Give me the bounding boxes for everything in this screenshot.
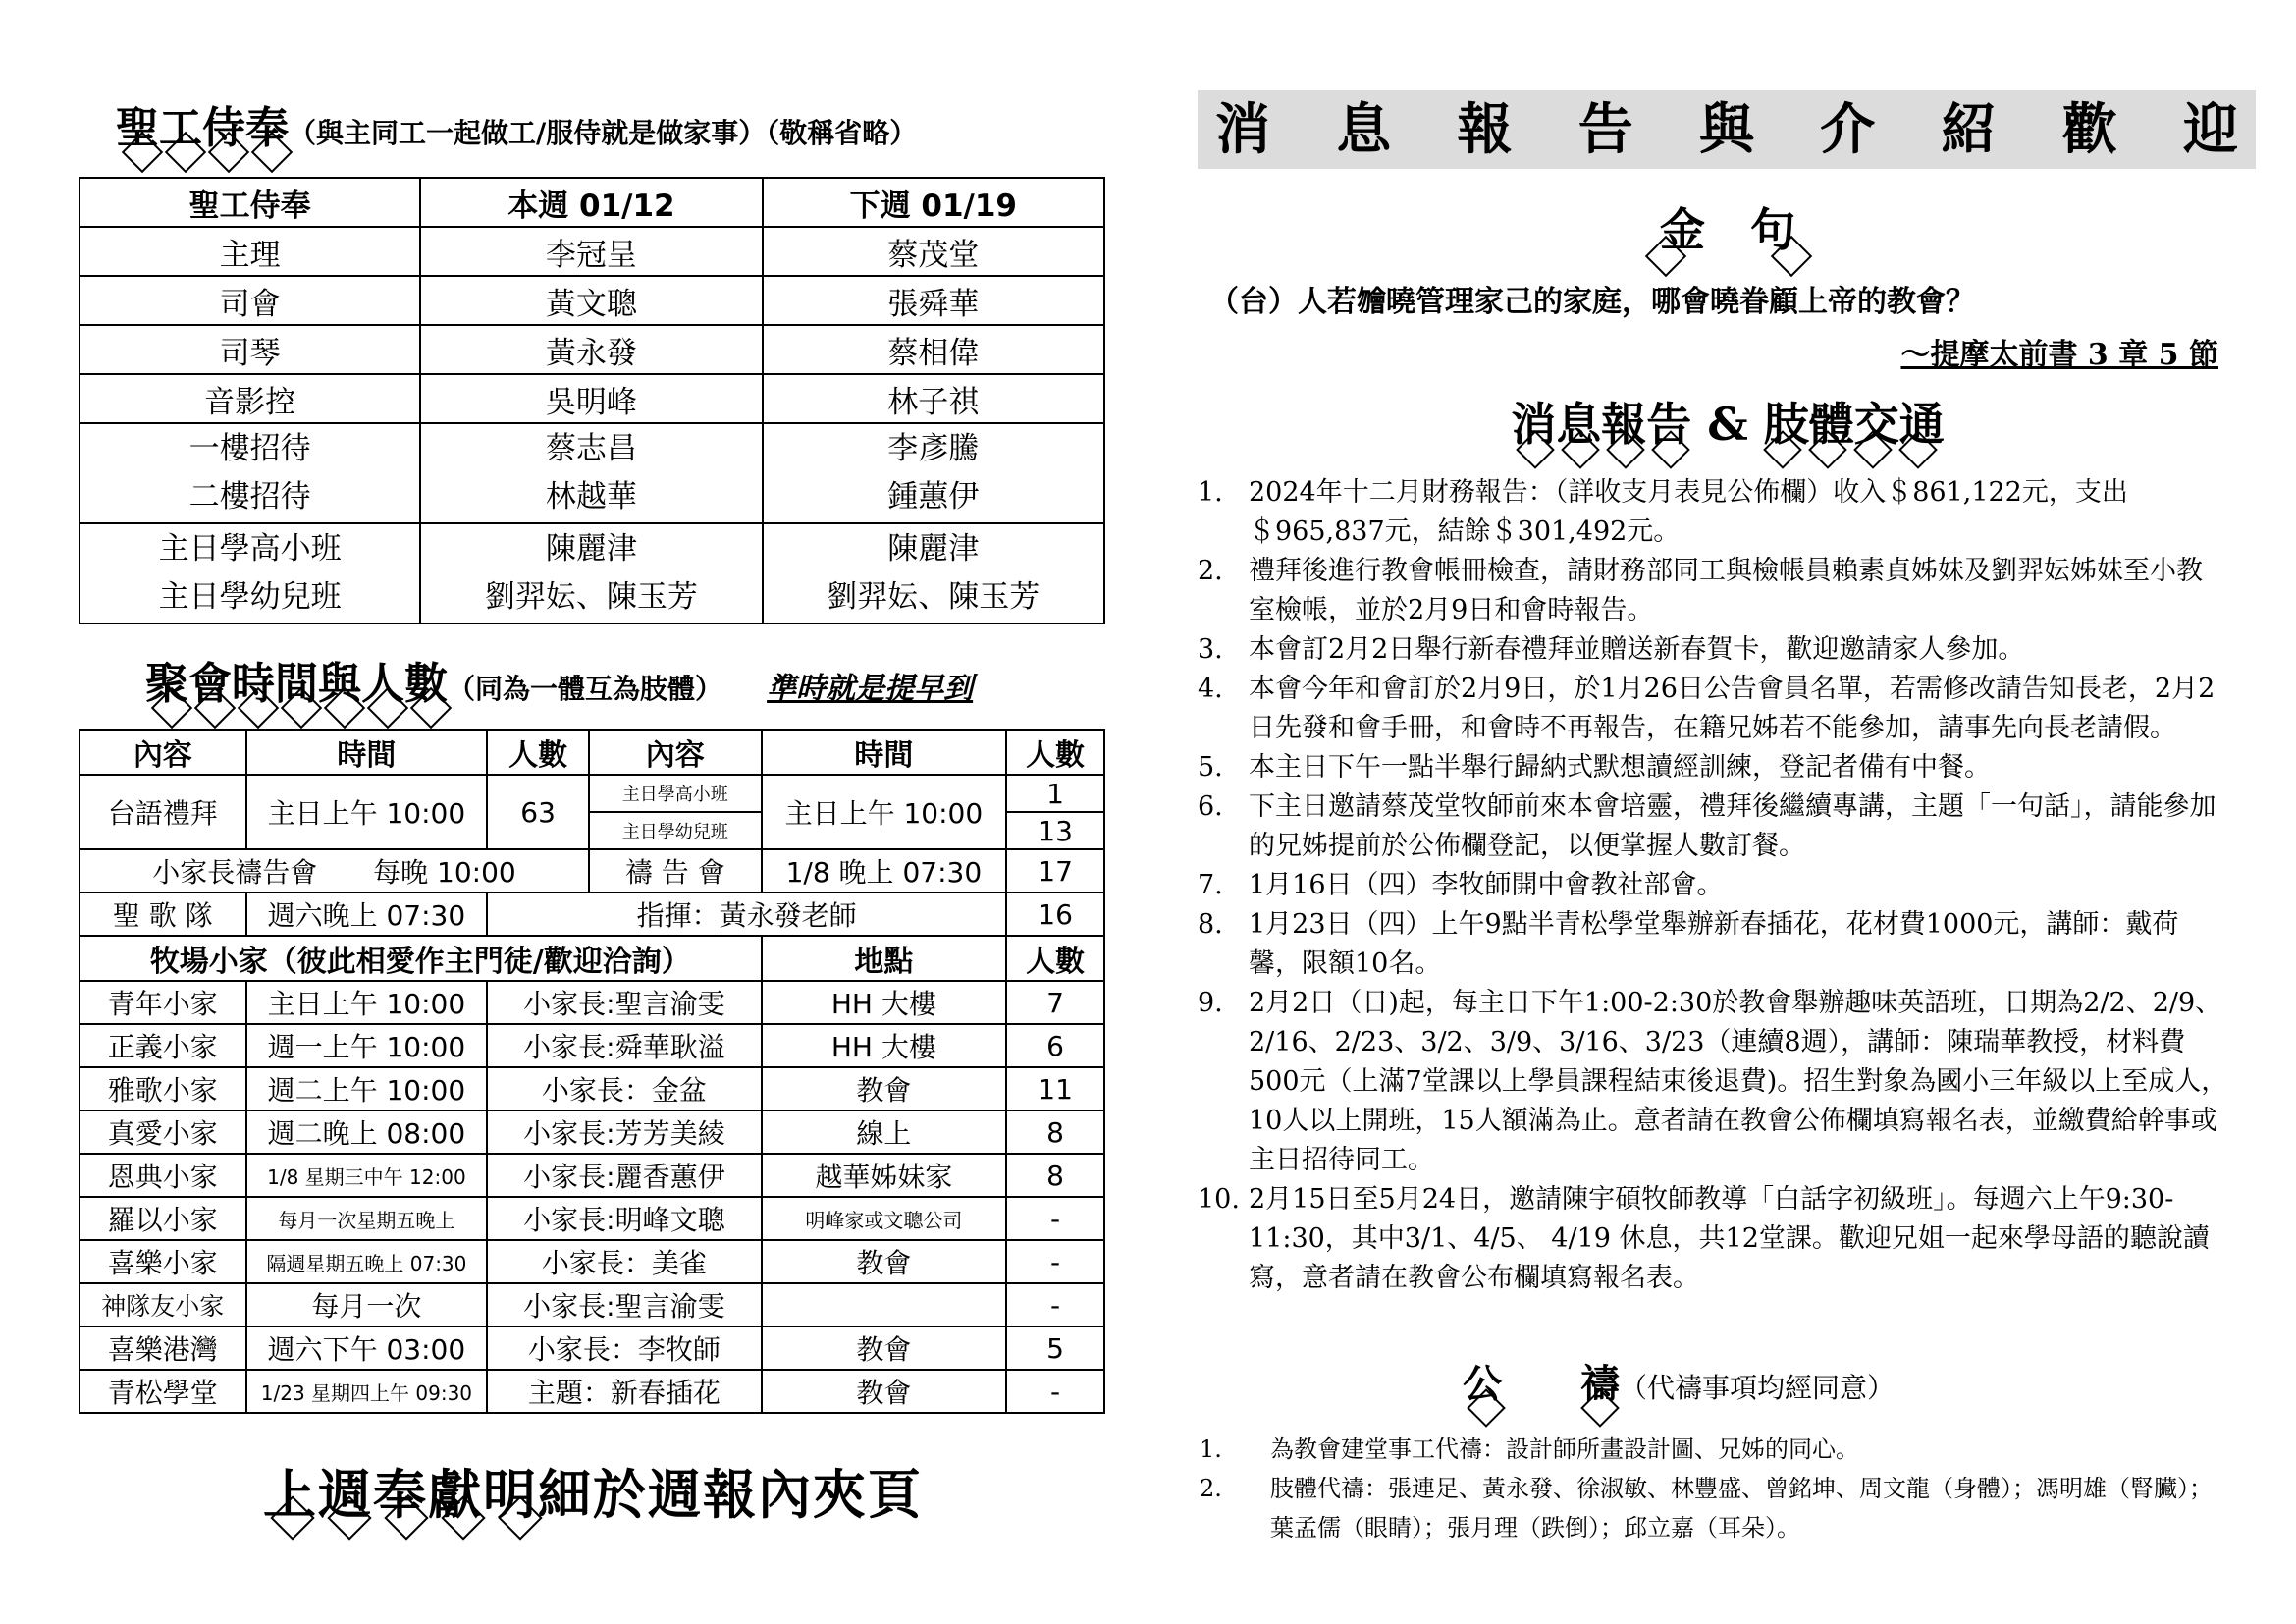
banner-char: 報: [1457, 97, 1513, 162]
class-upper-count: 1: [1006, 775, 1104, 812]
group-time: 1/8 星期三中午 12:00: [246, 1154, 488, 1197]
group-count: -: [1006, 1197, 1104, 1240]
list-item: [1198, 552, 2228, 630]
group-place: HH 大樓: [762, 981, 1007, 1024]
group-name: 雅歌小家: [80, 1067, 246, 1110]
group-place: 教會: [762, 1067, 1007, 1110]
diamond-icon: [1516, 430, 1555, 469]
group-count: 7: [1006, 981, 1104, 1024]
group-leader: 小家長:明峰文聰: [487, 1197, 761, 1240]
offering-note-diamonds: [263, 1502, 597, 1542]
service-heading-diamonds: [116, 137, 332, 177]
diamond-icon: [410, 687, 452, 729]
class-time: 主日上午 10:00: [762, 775, 1007, 849]
list-item: [1198, 866, 2228, 905]
family-prayer-name: 小家長禱告會: [152, 856, 318, 889]
diamond-icon: [270, 1495, 314, 1540]
news-text: 1月16日（四）李牧師開中會教社部會。: [1249, 870, 1724, 900]
family-prayer-time: 每晚 10:00: [373, 856, 516, 889]
meeting-col-content-2: 內容: [589, 730, 762, 775]
service-this-week: 黃永發: [420, 325, 762, 374]
service-col-next-week: 下週 01/19: [763, 178, 1104, 227]
service-role: 主理: [80, 227, 420, 276]
news-text: 本會今年和會訂於2月9日，於1月26日公告會員名單，若需修改請告知長老，2月2日先發和會手冊，和會時不再報告，在籍兄姊若不能參加，請事先向長老請假。: [1249, 674, 2216, 743]
group-leader: 小家長:舜華耿溢: [487, 1024, 761, 1067]
group-time: 1/23 星期四上午 09:30: [246, 1370, 488, 1413]
group-place: 明峰家或文聰公司: [762, 1197, 1007, 1240]
choir-name: 聖 歌 隊: [80, 893, 246, 936]
banner-char: 歡: [2061, 97, 2117, 162]
service-next-week: 張舜華: [763, 276, 1104, 325]
group-leader: 小家長：美雀: [487, 1240, 761, 1283]
news-text: 2月2日（日)起，每主日下午1:00-2:30於教會舉辦趣味英語班，日期為2/2、2/9、2/16、2/23、3/2、3/9、3/16、3/23（連續8週），講師：陳瑞華教授，材料費 500元（上滿7堂課以上學員課程結束後退費)。招生對象為國小三年級以上至成人，10人以上開班，15人額滿為止。意者請在教會公佈欄填寫報名表，並繳費給幹事或主日招待同工。: [1249, 988, 2228, 1175]
group-time: 每月一次: [246, 1283, 488, 1326]
diamond-icon: [1561, 430, 1600, 469]
news-number: 10.: [1198, 1184, 1240, 1215]
diamond-icon: [327, 1495, 371, 1540]
diamond-icon: [1853, 430, 1893, 469]
golden-verse-text: （台）人若𣍐曉管理家己的家庭，哪會曉眷顧上帝的教會？: [1209, 285, 1975, 319]
sunday-school-role-2: 主日學幼兒班: [158, 579, 342, 615]
service-this-week: 吳明峰: [420, 374, 762, 423]
diamond-icon: [1467, 1388, 1506, 1428]
group-place: 線上: [762, 1110, 1007, 1154]
choir-time: 週六晚上 07:30: [246, 893, 488, 936]
service-next-week: 蔡相偉: [763, 325, 1104, 374]
prayer-number: 2.: [1200, 1475, 1222, 1502]
meeting-col-count-2: 人數: [1006, 730, 1104, 775]
list-item: [1198, 905, 2228, 984]
diamond-icon: [324, 687, 365, 729]
news-number: 8.: [1198, 909, 1223, 940]
prayer-text: 肢體代禱：張連足、黃永發、徐淑敏、林豐盛、曾銘坤、周文龍（身體）；馮明雄（腎臟）；葉孟儒（眼睛）；張月理（跌倒）；邱立嘉（耳朵）。: [1270, 1475, 2213, 1542]
news-heading-diamonds: [1492, 436, 1963, 469]
offering-note: 上週奉獻明細於週報內夾頁: [263, 1464, 923, 1526]
diamond-icon: [251, 132, 293, 173]
service-role: 音影控: [80, 374, 420, 423]
sunday-school-next-2: 劉羿妘、陳玉芳: [827, 579, 1041, 615]
list-item: [1198, 748, 2228, 787]
diamond-icon: [122, 132, 163, 173]
table-row: [80, 227, 1104, 276]
golden-verse-title: 金 句: [1660, 203, 1795, 256]
prayer-heading-subtitle: （代禱事項均經同意）: [1620, 1372, 1896, 1404]
group-place: 教會: [762, 1326, 1007, 1370]
diamond-icon: [1645, 236, 1686, 277]
diamond-icon: [165, 132, 206, 173]
sunday-school-next-week: [763, 523, 1104, 623]
table-row: [80, 1024, 1104, 1067]
usher-role-1: 一樓招待: [188, 431, 311, 466]
diamond-icon: [281, 687, 322, 729]
news-text: 1月23日（四）上午9點半青松學堂舉辦新春插花，花材費1000元，講師：戴荷馨，限額10名。: [1249, 909, 2179, 979]
table-row: [80, 936, 1104, 981]
group-name: 神隊友小家: [80, 1283, 246, 1326]
group-name: 喜樂小家: [80, 1240, 246, 1283]
news-heading: 消息報告 & 肢體交通: [1511, 398, 1945, 451]
group-name: 羅以小家: [80, 1197, 246, 1240]
meeting-heading-diamonds: [145, 693, 469, 732]
news-number: 1.: [1198, 477, 1223, 508]
group-place: 教會: [762, 1240, 1007, 1283]
diamond-icon: [194, 687, 236, 729]
group-leader: 小家長:聖言渝雯: [487, 1283, 761, 1326]
table-row: [80, 1240, 1104, 1283]
prayer-heading-diamonds: [1463, 1394, 1698, 1428]
group-leader: 小家長:聖言渝雯: [487, 981, 761, 1024]
group-time: 週一上午 10:00: [246, 1024, 488, 1067]
table-row: [80, 523, 1104, 623]
prayer-list: [1200, 1430, 2220, 1547]
choir-count: 16: [1006, 893, 1104, 936]
diamond-icon: [367, 687, 408, 729]
news-number: 3.: [1198, 634, 1223, 665]
service-role: 司會: [80, 276, 420, 325]
table-row: [80, 981, 1104, 1024]
table-row: [80, 775, 1104, 812]
meeting-col-time-2: 時間: [762, 730, 1007, 775]
group-time: 隔週星期五晚上 07:30: [246, 1240, 488, 1283]
diamond-icon: [441, 1495, 485, 1540]
prayer-heading-title: 公 禱: [1463, 1361, 1620, 1407]
banner-char: 告: [1577, 97, 1633, 162]
meeting-heading-title: 聚會時間與人數: [145, 659, 448, 709]
usher-this-week: [420, 423, 762, 523]
news-list: [1198, 473, 2228, 1298]
group-count: 6: [1006, 1024, 1104, 1067]
meeting-heading-slogan: 準時就是提早到: [767, 672, 974, 706]
list-item: [1198, 787, 2228, 866]
news-text: 2月15日至5月24日，邀請陳宇碩牧師教導「白話字初級班」。每週六上午9:30-11:30，其中3/1、4/5、 4/19 休息，共12堂課。歡迎兄姐一起來學母語的聽說讀寫，意者請在教會公布欄填寫報名表。: [1249, 1184, 2210, 1293]
golden-verse-reference: ～提摩太前書 3 章 5 節: [1900, 338, 2218, 372]
table-row: [80, 1370, 1104, 1413]
golden-verse-diamonds: [1610, 242, 1845, 275]
group-leader: 小家長：金盆: [487, 1067, 761, 1110]
class-kids-name: 主日學幼兒班: [589, 812, 762, 849]
service-role: 司琴: [80, 325, 420, 374]
sunday-school-next-1: 陳麗津: [887, 531, 980, 567]
group-leader: 小家長：李牧師: [487, 1326, 761, 1370]
group-time: 週六下午 03:00: [246, 1326, 488, 1370]
prayer-meeting-name: 禱 告 會: [589, 849, 762, 893]
diamond-icon: [1580, 1388, 1620, 1428]
diamond-icon: [1898, 430, 1938, 469]
class-kids-count: 13: [1006, 812, 1104, 849]
group-place: 越華姊妹家: [762, 1154, 1007, 1197]
news-text: 本主日下午一點半舉行歸納式默想讀經訓練，登記者備有中餐。: [1249, 752, 1991, 783]
list-item: [1200, 1469, 2220, 1547]
notice-banner: [1198, 90, 2256, 169]
news-number: 4.: [1198, 674, 1223, 704]
list-item: [1198, 630, 2228, 670]
group-place: 教會: [762, 1370, 1007, 1413]
service-col-role: 聖工侍奉: [80, 178, 420, 227]
banner-char: 息: [1336, 97, 1392, 162]
table-row: [80, 1067, 1104, 1110]
service-heading-title: 聖工侍奉: [116, 103, 289, 153]
prayer-meeting-time: 1/8 晚上 07:30: [762, 849, 1007, 893]
group-count: -: [1006, 1240, 1104, 1283]
diamond-icon: [151, 687, 192, 729]
usher-next-1: 李彥騰: [887, 431, 980, 466]
group-count: 8: [1006, 1154, 1104, 1197]
worship-name: 台語禮拜: [80, 775, 246, 849]
meeting-heading-subtitle: （同為一體互為肢體）: [448, 673, 723, 705]
table-row: [80, 1154, 1104, 1197]
sunday-school-this-1: 陳麗津: [545, 531, 637, 567]
service-this-week: 李冠呈: [420, 227, 762, 276]
banner-char: 消: [1215, 97, 1270, 162]
banner-char: 紹: [1941, 97, 1997, 162]
table-row: [80, 1110, 1104, 1154]
service-table: [79, 177, 1105, 624]
diamond-icon: [384, 1495, 428, 1540]
worship-time: 主日上午 10:00: [246, 775, 488, 849]
table-row: [80, 325, 1104, 374]
diamond-icon: [498, 1495, 542, 1540]
usher-this-1: 蔡志昌: [545, 431, 637, 466]
service-this-week: 黃文聰: [420, 276, 762, 325]
list-item: [1198, 1180, 2228, 1298]
news-text: 禮拜後進行教會帳冊檢查，請財務部同工與檢帳員賴素貞姊妹及劉羿妘姊妹至小教室檢帳，並於2月9日和會時報告。: [1249, 556, 2203, 625]
table-row: [80, 849, 1104, 893]
prayer-text: 為教會建堂事工代禱：設計師所畫設計圖、兄姊的同心。: [1270, 1435, 1859, 1463]
news-text: 本會訂2月2日舉行新春禮拜並贈送新春賀卡，歡迎邀請家人參加。: [1249, 634, 2025, 665]
diamond-icon: [208, 132, 249, 173]
sunday-school-this-week: [420, 523, 762, 623]
usher-this-2: 林越華: [545, 479, 637, 514]
usher-next-2: 鍾蕙伊: [887, 479, 980, 514]
sunday-school-roles: [80, 523, 420, 623]
meeting-col-time: 時間: [246, 730, 488, 775]
news-number: 9.: [1198, 988, 1223, 1018]
worship-count: 63: [487, 775, 589, 849]
table-row: [80, 276, 1104, 325]
group-time: 每月一次星期五晚上: [246, 1197, 488, 1240]
meeting-col-count: 人數: [487, 730, 589, 775]
sunday-school-role-1: 主日學高小班: [158, 531, 342, 567]
banner-char: 與: [1699, 97, 1754, 162]
group-name: 青年小家: [80, 981, 246, 1024]
news-text: 下主日邀請蔡茂堂牧師前來本會培靈，禮拜後繼續專講，主題「一句話」，請能參加的兄姊提前於公佈欄登記，以便掌握人數訂餐。: [1249, 791, 2216, 861]
choir-conductor: 指揮：黃永發老師: [487, 893, 1006, 936]
group-name: 恩典小家: [80, 1154, 246, 1197]
list-item: [1200, 1430, 2220, 1469]
table-row: [80, 893, 1104, 936]
diamond-icon: [238, 687, 279, 729]
diamond-icon: [1771, 236, 1812, 277]
family-prayer: [80, 849, 589, 893]
group-name: 正義小家: [80, 1024, 246, 1067]
group-count: 8: [1006, 1110, 1104, 1154]
group-time: 週二晚上 08:00: [246, 1110, 488, 1154]
usher-roles: [80, 423, 420, 523]
banner-char: 迎: [2183, 97, 2238, 162]
usher-role-2: 二樓招待: [188, 479, 311, 514]
group-leader: 小家長:芳芳美綾: [487, 1110, 761, 1154]
diamond-icon: [1651, 430, 1690, 469]
table-row: [80, 423, 1104, 523]
meeting-col-content: 內容: [80, 730, 246, 775]
diamond-icon: [1808, 430, 1847, 469]
class-upper-name: 主日學高小班: [589, 775, 762, 812]
group-count: 5: [1006, 1326, 1104, 1370]
news-number: 6.: [1198, 791, 1223, 822]
meeting-table: [79, 729, 1105, 1414]
service-next-week: 蔡茂堂: [763, 227, 1104, 276]
usher-next-week: [763, 423, 1104, 523]
group-name: 青松學堂: [80, 1370, 246, 1413]
group-time: 主日上午 10:00: [246, 981, 488, 1024]
news-number: 5.: [1198, 752, 1223, 783]
diamond-icon: [1763, 430, 1802, 469]
list-item: [1198, 473, 2228, 552]
table-row: [80, 374, 1104, 423]
banner-char: 介: [1820, 97, 1876, 162]
prayer-number: 1.: [1200, 1435, 1222, 1463]
service-heading-subtitle: （與主同工一起做工/服侍就是做家事）（敬稱省略）: [289, 117, 918, 149]
group-name: 喜樂港灣: [80, 1326, 246, 1370]
group-time: 週二上午 10:00: [246, 1067, 488, 1110]
table-row: [80, 1326, 1104, 1370]
groups-header-count: 人數: [1006, 936, 1104, 981]
list-item: [1198, 670, 2228, 748]
group-place: [762, 1283, 1007, 1326]
prayer-meeting-count: 17: [1006, 849, 1104, 893]
news-text: 2024年十二月財務報告：（詳收支月表見公佈欄）收入＄861,122元，支出＄965,837元，結餘＄301,492元。: [1249, 477, 2128, 547]
groups-header-place: 地點: [762, 936, 1007, 981]
service-next-week: 林子祺: [763, 374, 1104, 423]
group-count: 11: [1006, 1067, 1104, 1110]
table-row: [80, 1283, 1104, 1326]
service-col-this-week: 本週 01/12: [420, 178, 762, 227]
group-leader: 主題：新春插花: [487, 1370, 761, 1413]
sunday-school-this-2: 劉羿妘、陳玉芳: [484, 579, 698, 615]
group-leader: 小家長:麗香蕙伊: [487, 1154, 761, 1197]
table-row: [80, 1197, 1104, 1240]
group-count: -: [1006, 1283, 1104, 1326]
news-number: 7.: [1198, 870, 1223, 900]
group-count: -: [1006, 1370, 1104, 1413]
news-number: 2.: [1198, 556, 1223, 586]
groups-header-title: 牧場小家（彼此相愛作主門徒/歡迎洽詢）: [80, 936, 762, 981]
list-item: [1198, 984, 2228, 1180]
group-place: HH 大樓: [762, 1024, 1007, 1067]
diamond-icon: [1606, 430, 1645, 469]
group-name: 真愛小家: [80, 1110, 246, 1154]
